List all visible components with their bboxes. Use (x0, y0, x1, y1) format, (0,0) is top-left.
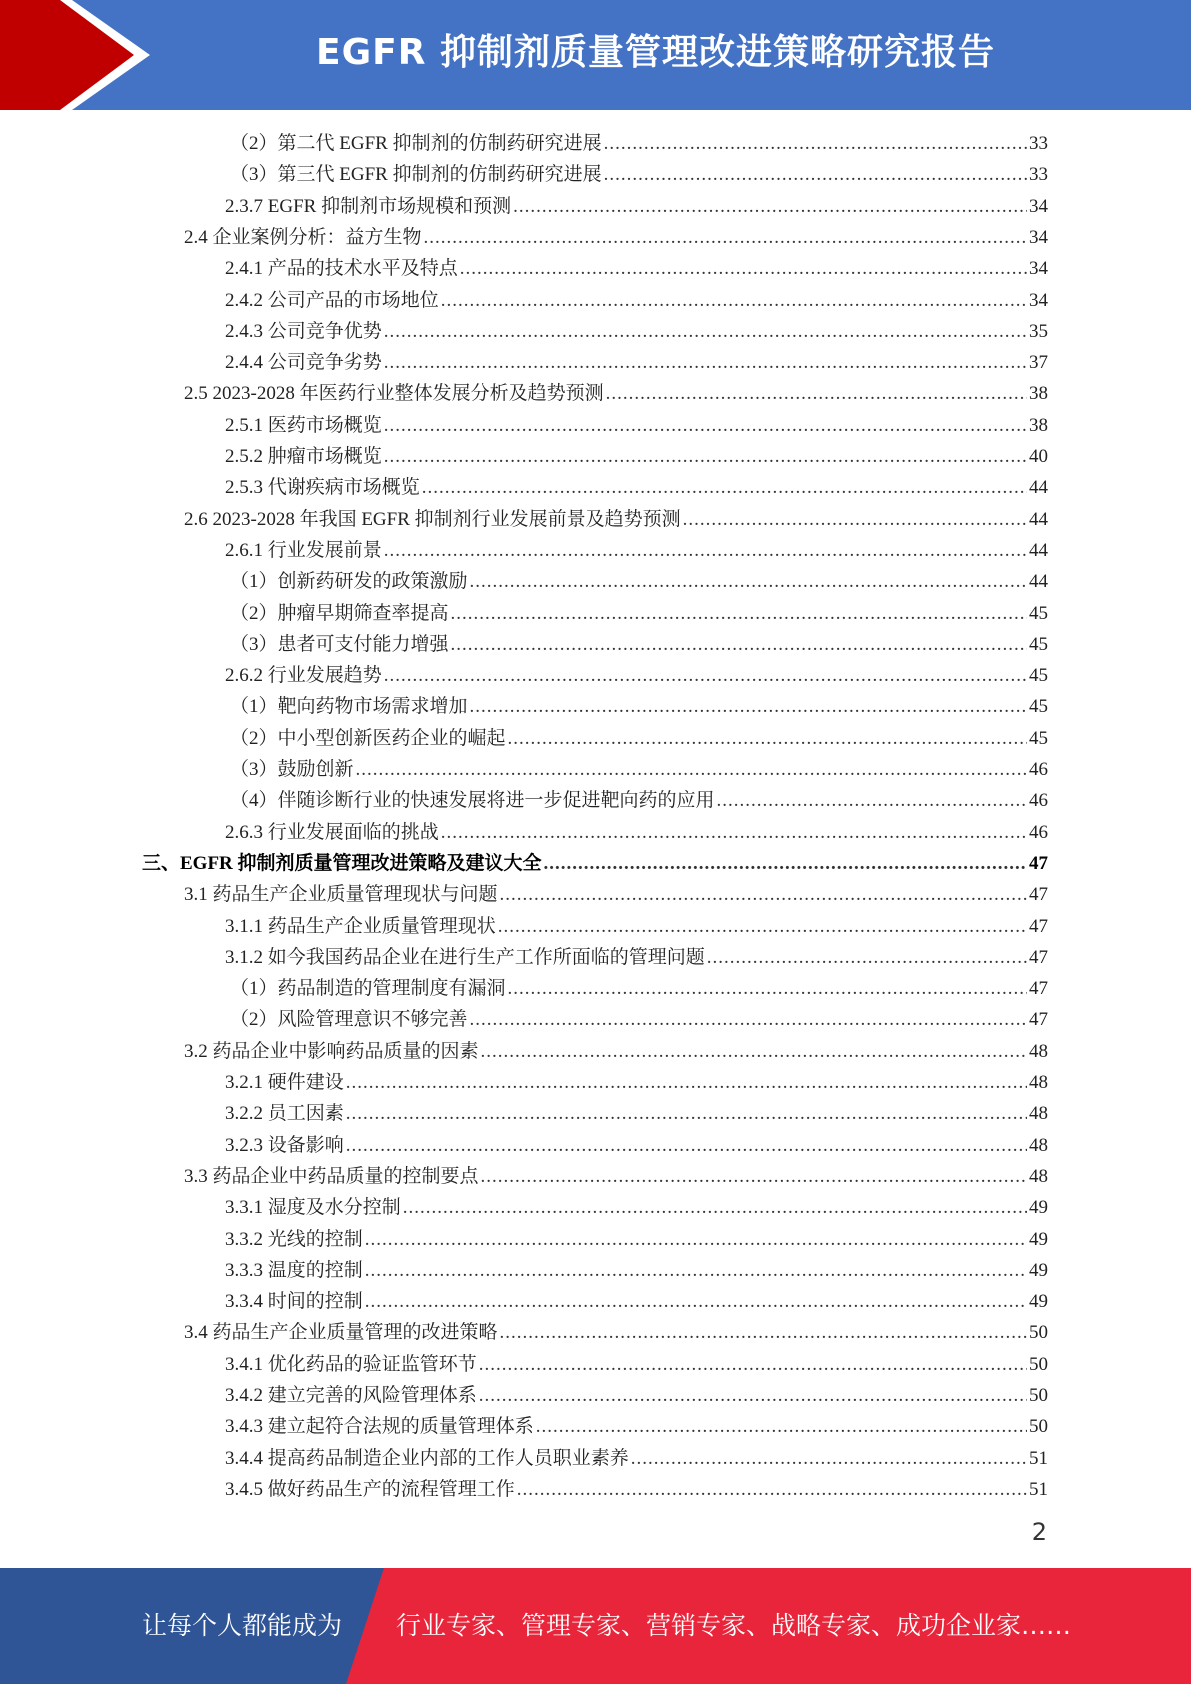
toc-dot-leader (346, 1069, 1027, 1097)
toc-dot-leader (365, 1288, 1027, 1316)
toc-entry-title: 3.2.1 硬件建设 (225, 1072, 344, 1093)
toc-entry[interactable] (230, 722, 1048, 753)
toc-entry[interactable] (184, 221, 1048, 252)
toc-entry-page: 48 (1029, 1040, 1048, 1062)
toc-dot-leader (481, 1038, 1027, 1066)
toc-dot-leader (470, 693, 1027, 721)
toc-dot-leader (424, 224, 1027, 252)
toc-entry-page: 51 (1029, 1447, 1048, 1469)
toc-dot-leader (384, 537, 1027, 565)
toc-dot-leader (604, 161, 1027, 189)
toc-dot-leader (500, 1319, 1027, 1347)
toc-entry-title: 3.2.3 设备影响 (225, 1134, 344, 1156)
toc-entry-title: 2.6.1 行业发展前景 (225, 539, 382, 561)
toc-entry-page: 40 (1029, 446, 1048, 467)
toc-entry-page: 45 (1029, 633, 1048, 655)
toc-entry-title: （2）中小型创新医药企业的崛起 (230, 727, 506, 749)
toc-entry[interactable] (225, 1473, 1048, 1504)
toc-dot-leader (479, 1351, 1027, 1379)
toc-entry-page: 48 (1029, 1165, 1048, 1187)
toc-entry[interactable] (230, 158, 1048, 189)
toc-entry[interactable] (184, 1035, 1048, 1066)
toc-entry-page: 47 (1029, 915, 1048, 937)
toc-dot-leader (717, 787, 1027, 815)
toc-entry-title: （4）伴随诊断行业的快速发展将进一步促进靶向药的应用 (230, 790, 715, 812)
toc-entry-page: 47 (1029, 1009, 1048, 1031)
toc-entry-title: 2.5.2 肿瘤市场概览 (225, 446, 382, 467)
toc-entry[interactable] (225, 1254, 1048, 1285)
toc-entry-title: 3.1.1 药品生产企业质量管理现状 (225, 915, 496, 937)
page-header (0, 0, 1191, 110)
toc-entry-title: （3）鼓励创新 (230, 759, 354, 780)
toc-entry[interactable] (225, 910, 1048, 941)
toc-entry-title: 2.4.2 公司产品的市场地位 (225, 289, 439, 311)
toc-dot-leader (441, 287, 1027, 315)
toc-entry-page: 48 (1029, 1103, 1048, 1125)
toc-dot-leader (365, 1226, 1027, 1254)
toc-dot-leader (470, 568, 1027, 596)
toc-entry[interactable] (225, 1442, 1048, 1473)
toc-entry-page: 49 (1029, 1197, 1048, 1219)
toc-entry-title: 2.6 2023-2028 年我国 EGFR 抑制剂行业发展前景及趋势预测 (184, 508, 681, 530)
toc-entry-title: （1）创新药研发的政策激励 (230, 571, 468, 593)
toc-entry-page: 37 (1029, 352, 1048, 374)
toc-dot-leader (356, 756, 1027, 784)
toc-entry[interactable] (225, 1066, 1048, 1097)
toc-entry-page: 45 (1029, 696, 1048, 718)
footer-slogan-left: 让每个人都能成为 (142, 1611, 343, 1640)
toc-entry[interactable] (225, 190, 1048, 221)
toc-dot-leader (384, 349, 1027, 377)
toc-entry-page: 44 (1029, 508, 1048, 530)
toc-entry-title: 3.3.1 湿度及水分控制 (225, 1197, 401, 1219)
toc-entry[interactable] (225, 284, 1048, 315)
toc-entry[interactable] (230, 753, 1048, 784)
toc-entry-title: 3.1.2 如今我国药品企业在进行生产工作所面临的管理问题 (225, 946, 705, 968)
toc-dot-leader (481, 1163, 1027, 1191)
toc-dot-leader (451, 600, 1027, 628)
header-chevron-graphic (0, 0, 160, 110)
toc-dot-leader (500, 881, 1027, 909)
toc-entry-title: 2.5 2023-2028 年医药行业整体发展分析及趋势预测 (184, 383, 604, 405)
toc-entry-title: 3.2.2 员工因素 (225, 1103, 344, 1125)
toc-dot-leader (508, 975, 1027, 1003)
toc-entry-page: 45 (1029, 727, 1048, 749)
toc-entry[interactable] (230, 1003, 1048, 1034)
toc-entry[interactable] (184, 377, 1048, 408)
toc-entry-page: 50 (1029, 1322, 1048, 1344)
toc-entry-page: 33 (1029, 133, 1048, 154)
toc-entry-title: 3.4.5 做好药品生产的流程管理工作 (225, 1478, 515, 1500)
toc-entry-title: 3.3 药品企业中药品质量的控制要点 (184, 1165, 479, 1187)
toc-entry-title: 3.3.3 温度的控制 (225, 1259, 363, 1281)
toc-entry[interactable] (184, 1316, 1048, 1347)
toc-entry[interactable] (230, 565, 1048, 596)
toc-entry[interactable] (225, 1223, 1048, 1254)
toc-entry[interactable] (225, 409, 1048, 440)
toc-entry[interactable] (225, 659, 1048, 690)
toc-entry-title: 3.4.1 优化药品的验证监管环节 (225, 1353, 477, 1375)
toc-entry-page: 47 (1029, 852, 1048, 874)
toc-entry[interactable] (184, 1160, 1048, 1191)
toc-dot-leader (422, 474, 1027, 502)
toc-entry[interactable] (225, 1410, 1048, 1441)
toc-entry-title: 2.3.7 EGFR 抑制剂市场规模和预测 (225, 195, 512, 217)
toc-entry-page: 49 (1029, 1228, 1048, 1250)
toc-entry[interactable] (225, 1348, 1048, 1379)
toc-entry-title: 3.4.3 建立起符合法规的质量管理体系 (225, 1416, 534, 1438)
toc-dot-leader (384, 412, 1027, 440)
toc-entry-title: （3）第三代 EGFR 抑制剂的仿制药研究进展 (230, 164, 602, 186)
toc-dot-leader (517, 1476, 1027, 1504)
toc-entry-page: 34 (1029, 195, 1048, 217)
toc-entry-page: 33 (1029, 164, 1048, 186)
toc-entry-page: 47 (1029, 978, 1048, 1000)
toc-entry[interactable] (225, 315, 1048, 346)
toc-dot-leader (513, 193, 1027, 221)
toc-dot-leader (498, 913, 1027, 941)
toc-dot-leader (470, 1006, 1027, 1034)
toc-entry-title: 2.6.3 行业发展面临的挑战 (225, 821, 439, 843)
toc-entry[interactable] (230, 127, 1048, 158)
toc-entry-title: 2.4.3 公司竞争优势 (225, 320, 382, 342)
toc-entry-page: 49 (1029, 1291, 1048, 1313)
toc-dot-leader (365, 1257, 1027, 1285)
toc-dot-leader (536, 1413, 1027, 1441)
toc-dot-leader (479, 1382, 1027, 1410)
toc-entry[interactable] (230, 628, 1048, 659)
toc-entry-page: 34 (1029, 226, 1048, 248)
toc-dot-leader (441, 819, 1027, 847)
toc-entry-title: 3.4.2 建立完善的风险管理体系 (225, 1385, 477, 1406)
toc-entry-page: 46 (1029, 821, 1048, 843)
toc-entry[interactable] (225, 1379, 1048, 1410)
toc-entry-title: （2）肿瘤早期筛查率提高 (230, 602, 449, 624)
toc-dot-leader (384, 443, 1027, 471)
toc-dot-leader (346, 1132, 1027, 1160)
toc-entry[interactable] (225, 534, 1048, 565)
toc-entry-page: 50 (1029, 1416, 1048, 1438)
toc-entry-page: 48 (1029, 1134, 1048, 1156)
toc-dot-leader (460, 255, 1027, 283)
toc-entry[interactable] (225, 1097, 1048, 1128)
toc-entry-page: 46 (1029, 759, 1048, 780)
toc-entry-title: 2.5.1 医药市场概览 (225, 414, 382, 436)
toc-entry-title: 3.3.2 光线的控制 (225, 1228, 363, 1250)
toc-entry-title: 3.1 药品生产企业质量管理现状与问题 (184, 884, 498, 906)
toc-entry[interactable] (225, 440, 1048, 471)
toc-entry-page: 44 (1029, 539, 1048, 561)
toc-entry-page: 50 (1029, 1353, 1048, 1375)
toc-entry[interactable] (230, 690, 1048, 721)
toc-entry-title: 2.4.1 产品的技术水平及特点 (225, 258, 458, 280)
toc-entry[interactable] (225, 252, 1048, 283)
toc-entry-page: 35 (1029, 320, 1048, 342)
toc-dot-leader (384, 318, 1027, 346)
toc-entry[interactable] (184, 503, 1048, 534)
toc-entry[interactable] (230, 597, 1048, 628)
toc-entry-page: 34 (1029, 289, 1048, 311)
page-footer (0, 1568, 1191, 1684)
toc-entry-title: （3）患者可支付能力增强 (230, 633, 449, 655)
toc-entry-title: （1）药品制造的管理制度有漏洞 (230, 978, 506, 1000)
toc-entry-title: （1）靶向药物市场需求增加 (230, 696, 468, 718)
toc-entry-title: （2）第二代 EGFR 抑制剂的仿制药研究进展 (230, 133, 602, 154)
toc-entry-title: 2.4.4 公司竞争劣势 (225, 352, 382, 374)
toc-entry-title: 3.4.4 提高药品制造企业内部的工作人员职业素养 (225, 1447, 629, 1469)
toc-entry-page: 45 (1029, 665, 1048, 687)
toc-entry[interactable] (230, 784, 1048, 815)
toc-entry-page: 45 (1029, 602, 1048, 624)
toc-entry-title: 3.4 药品生产企业质量管理的改进策略 (184, 1322, 498, 1344)
toc-entry-title: 3.3.4 时间的控制 (225, 1291, 363, 1313)
toc-entry-page: 50 (1029, 1385, 1048, 1406)
toc-dot-leader (604, 130, 1027, 158)
toc-dot-leader (631, 1445, 1027, 1473)
toc-entry-page: 44 (1029, 571, 1048, 593)
toc-entry-page: 48 (1029, 1072, 1048, 1093)
footer-slogan-right: 行业专家、管理专家、营销专家、战略专家、成功企业家…… (396, 1611, 1072, 1640)
toc-entry[interactable] (225, 1191, 1048, 1222)
toc-entry[interactable] (142, 847, 1048, 878)
toc-entry-page: 49 (1029, 1259, 1048, 1281)
toc-dot-leader (384, 662, 1027, 690)
toc-dot-leader (508, 725, 1027, 753)
toc-dot-leader (403, 1194, 1027, 1222)
toc-entry-title: 2.6.2 行业发展趋势 (225, 665, 382, 687)
toc-entry[interactable] (225, 1285, 1048, 1316)
toc-entry[interactable] (225, 1129, 1048, 1160)
toc-entry[interactable] (184, 878, 1048, 909)
toc-dot-leader (707, 944, 1027, 972)
toc-entry-page: 46 (1029, 790, 1048, 812)
toc-entry-page: 44 (1029, 477, 1048, 499)
toc-dot-leader (544, 850, 1027, 878)
toc-dot-leader (451, 631, 1027, 659)
toc-entry-title: 2.5.3 代谢疾病市场概览 (225, 477, 420, 499)
toc-dot-leader (346, 1100, 1027, 1128)
toc-entry-page: 38 (1029, 414, 1048, 436)
toc-entry-page: 47 (1029, 946, 1048, 968)
toc-entry-page: 34 (1029, 258, 1048, 280)
toc-entry-page: 38 (1029, 383, 1048, 405)
toc-entry-title: （2）风险管理意识不够完善 (230, 1009, 468, 1031)
toc-entry[interactable] (225, 346, 1048, 377)
toc-entry-title: 三、EGFR 抑制剂质量管理改进策略及建议大全 (142, 852, 542, 874)
toc-entry-title: 3.2 药品企业中影响药品质量的因素 (184, 1040, 479, 1062)
toc-entry[interactable] (225, 471, 1048, 502)
page-number: 2 (1031, 1518, 1047, 1546)
toc-entry-page: 51 (1029, 1478, 1048, 1500)
toc-dot-leader (606, 380, 1027, 408)
toc-entry[interactable] (230, 972, 1048, 1003)
toc-dot-leader (683, 506, 1027, 534)
toc-entry[interactable] (225, 816, 1048, 847)
toc-entry[interactable] (225, 941, 1048, 972)
header-title: EGFR 抑制剂质量管理改进策略研究报告 (316, 32, 995, 73)
toc-entry-page: 47 (1029, 884, 1048, 906)
toc-entry-title: 2.4 企业案例分析：益方生物 (184, 226, 422, 248)
